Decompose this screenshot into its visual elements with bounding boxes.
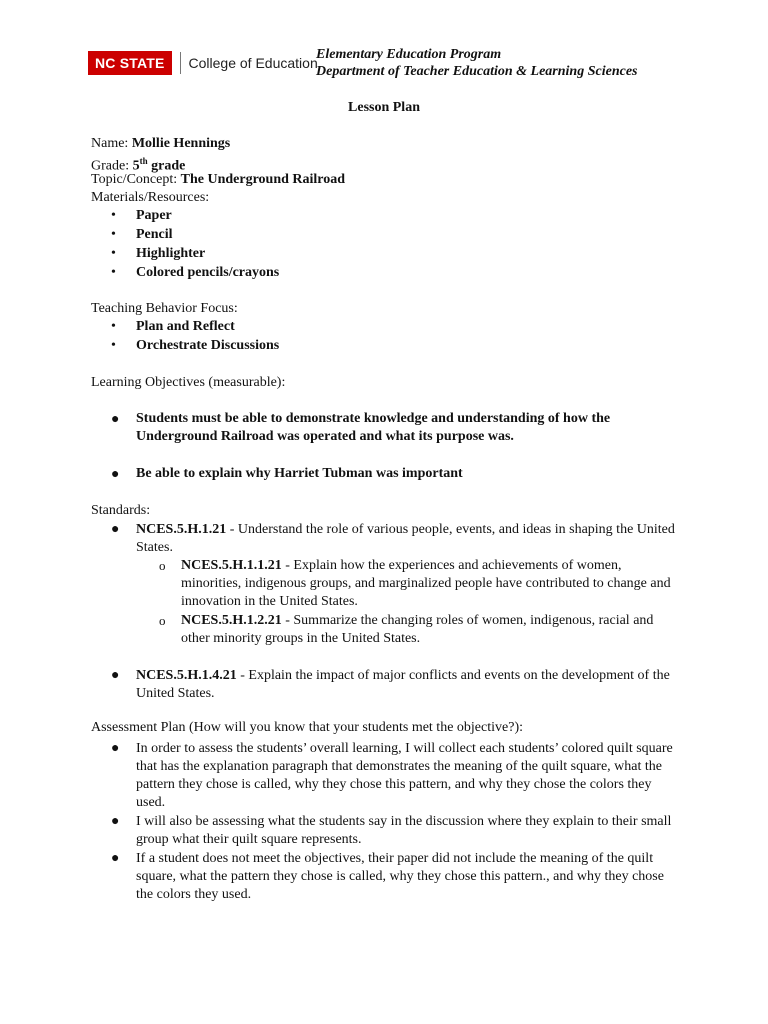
material-item: Pencil [136,227,173,242]
page-title: Lesson Plan [348,100,420,115]
topic-label: Topic/Concept: [91,172,178,187]
standard-code: NCES.5.H.1.4.21 [136,668,237,683]
bullet: • [111,246,116,261]
standard-code: NCES.5.H.1.2.21 [181,613,282,628]
material-item: Paper [136,208,172,223]
standard-text: - Explain how the experiences and achievements of women, minorities, indigenous groups, and marginalized people have contributed to change and innovation in the United States. [181,558,671,609]
logo-divider [180,52,181,74]
objective-item: Students must be able to demonstrate knowledge and understanding of how the Underground Railroad was operated and what its purpose was. [136,411,611,444]
material-item: Highlighter [136,246,206,261]
teaching-label: Teaching Behavior Focus: [91,301,238,316]
objectives-label: Learning Objectives (measurable): [91,375,286,390]
assessment-item: If a student does not meet the objectives, their paper did not include the meaning of the quilt square, what the pattern they chose is called, why they chose this pattern., and why they chose the colors they used. [136,851,664,902]
teaching-item: Orchestrate Discussions [136,338,280,353]
topic-row [91,171,345,188]
standard-code: NCES.5.H.1.21 [136,522,227,537]
standard-subitem [181,557,676,611]
bullet: • [111,319,116,334]
bullet: • [111,208,116,223]
bullet: • [111,227,116,242]
bullet: ● [111,467,120,482]
teaching-item: Plan and Reflect [136,319,235,334]
assessment-item: I will also be assessing what the students say in the discussion where they explain to their small group what their quilt square represents. [136,814,672,847]
grade-word: grade [151,158,186,174]
logo-text: College of Education [188,55,318,71]
objective-item: Be able to explain why Harriet Tubman was important [136,466,463,481]
assessment-item: In order to assess the students’ overall learning, I will collect each students’ colored quilt square that has the explanation paragraph that demonstrates the meaning of the quilt square, what the pattern they chose is called, why they chose this pattern, and why they chose the colors they used. [136,741,673,810]
material-item: Colored pencils/crayons [136,265,280,280]
topic-value: The Underground Railroad [180,172,346,187]
sub-bullet: o [159,558,166,573]
bullet: ● [111,741,120,756]
bullet: ● [111,668,120,683]
assessment-label: Assessment Plan (How will you know that your students met the objective?): [91,720,523,735]
grade-number: 5 [132,158,140,174]
sub-bullet: o [159,613,166,628]
logo-mark: NC STATE [88,51,172,75]
program-line-2: Department of Teacher Education & Learning Sciences [316,64,638,79]
standard-item [136,521,676,557]
program-line-1: Elementary Education Program [316,47,502,62]
standard-subitem [181,612,676,648]
name-row [91,135,230,152]
name-value: Mollie Hennings [131,136,231,151]
bullet: ● [111,851,120,866]
standard-text: - Understand the role of various people, events, and ideas in shaping the United States. [136,522,675,555]
bullet: ● [111,412,120,427]
grade-label: Grade: [91,158,130,174]
standard-item [136,667,676,703]
standard-text: - Explain the impact of major conflicts and events on the development of the United States. [136,668,670,701]
standard-code: NCES.5.H.1.1.21 [181,558,282,573]
bullet: ● [111,522,120,537]
bullet: • [111,265,116,280]
standards-label: Standards: [91,503,151,518]
name-label: Name: [91,136,129,151]
standard-text: - Summarize the changing roles of women, indigenous, racial and other minority groups in the United States. [181,613,654,646]
program-header [316,46,637,80]
bullet: • [111,338,116,353]
bullet: ● [111,814,120,829]
materials-label: Materials/Resources: [91,190,210,205]
nc-state-logo [88,51,318,75]
grade-suffix: th [139,156,148,166]
